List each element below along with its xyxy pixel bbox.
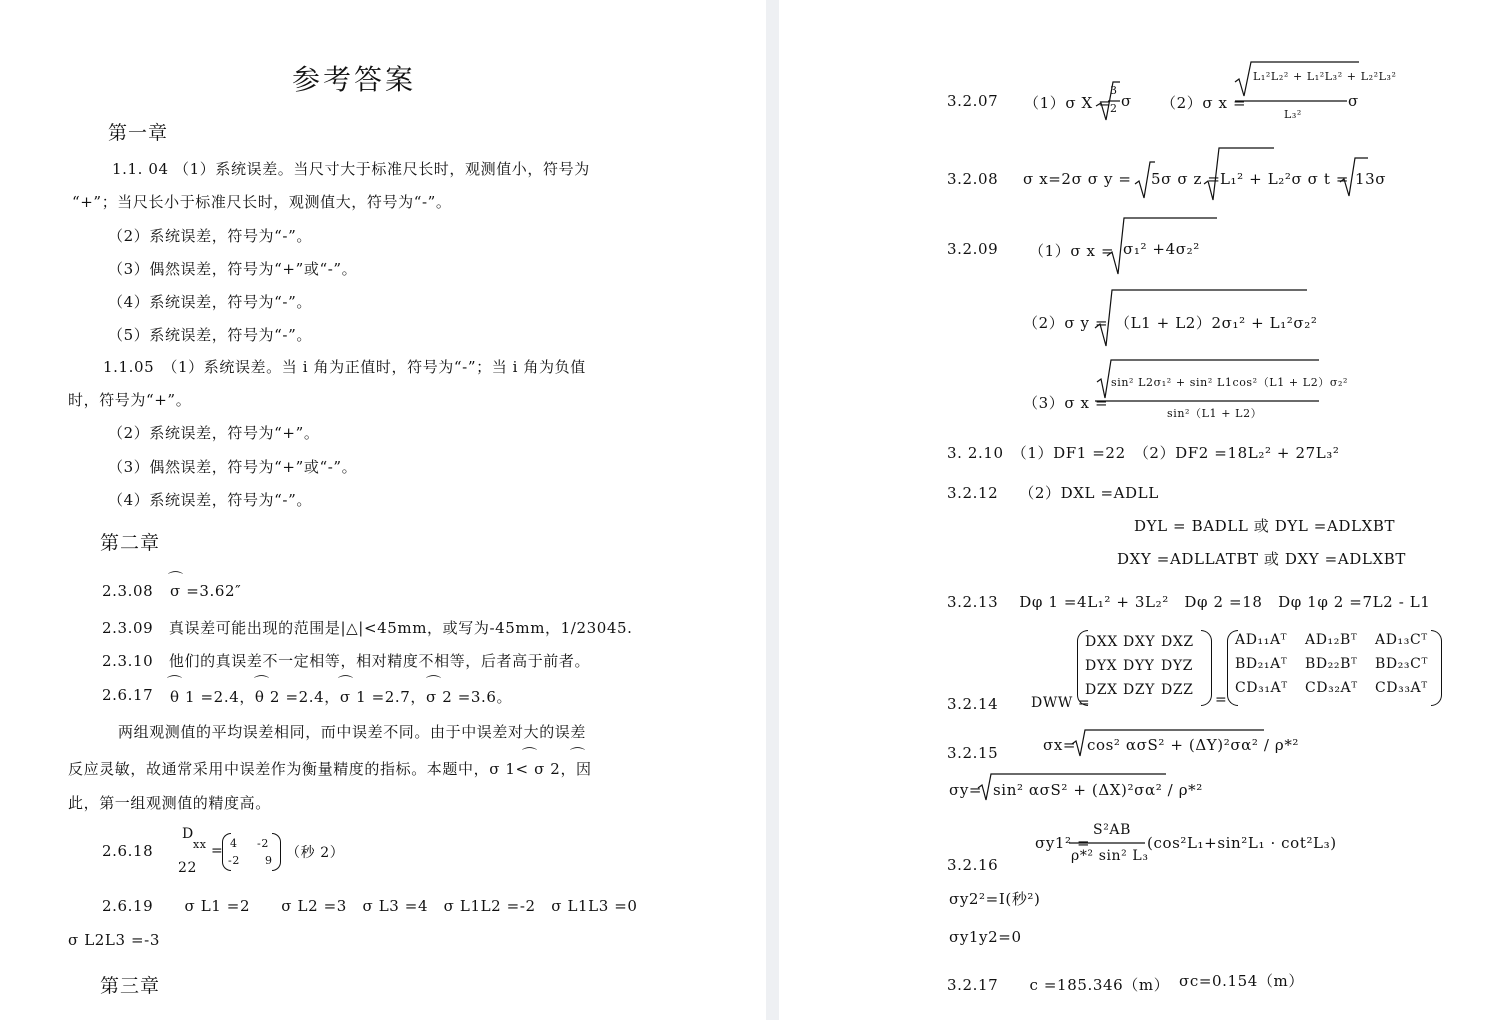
answer-2-6-18-22: 22 [178,860,198,876]
fraction-numerator: 3 [1110,84,1118,97]
chapter-2-heading: 第二章 [100,532,161,554]
answer-3-2-16-lhs: σy1² = [1035,834,1091,852]
paragraph-line2: 反应灵敏，故通常采用中误差作为衡量精度的指标。本题中，σ 1< σ 2，因 [68,760,592,778]
matrix-cell: BD₂₂Bᵀ [1305,656,1358,672]
matrix-cell: 4 [230,837,238,850]
answer-1-1-04-line2: “+”；当尺长小于标准尺长时，观测值大，符号为“-”。 [72,193,452,211]
chapter-3-heading: 第三章 [100,975,161,997]
answer-2-3-09: 2.3.09 真误差可能出现的范围是|△|<45mm，或写为-45mm，1/23045. [102,619,633,637]
answer-3-2-09-part3: （3）σ x = [1023,394,1109,412]
answer-3-2-09-part2: （2）σ y = [1023,314,1109,332]
answer-3-2-16-line3: σy1y2=0 [949,928,1022,946]
answer-3-2-16-number: 3.2.16 [947,856,999,874]
matrix-cell: DZZ [1161,682,1194,698]
answer-3-2-12-line2: DYL = BADLL 或 DYL =ADLXBT [1134,517,1396,535]
hat-accent: ⌒ [168,570,184,588]
matrix-cell: CD₃₃Aᵀ [1375,680,1428,696]
fraction-bar [1095,400,1319,402]
matrix-cell: DZX [1085,682,1118,698]
matrix-cell: CD₃₂Aᵀ [1305,680,1358,696]
matrix-cell: DYX [1085,658,1118,674]
fraction-denominator: sin²（L1 + L2） [1167,407,1263,420]
answer-1-1-05-item3: （3）偶然误差，符号为“+”或“-”。 [108,458,358,476]
fraction-denominator: L₃² [1284,108,1302,121]
answer-2-6-19-line2: σ L2L3 =-3 [68,931,160,949]
answer-2-3-08-value: σ =3.62″ [170,582,242,600]
radicand: sin² ασS² + (ΔX)²σα² / ρ*² [993,781,1203,799]
matrix-cell: DYZ [1161,658,1193,674]
answer-3-2-16-rest: (cos²L₁+sin²L₁ · cot²L₃) [1147,834,1337,852]
matrix-cell: -2 [228,854,240,867]
page-title: 参考答案 [292,63,417,96]
answer-3-2-14-number: 3.2.14 [947,695,999,713]
matrix-cell: AD₁₂Bᵀ [1305,632,1358,648]
radicand: σ₁² +4σ₂² [1123,240,1200,258]
answer-1-1-04-item3: （3）偶然误差，符号为“+”或“-”。 [108,260,358,278]
radicand: 5σ σ z = [1151,170,1221,188]
matrix-right-paren [272,833,281,871]
fraction-bar [1069,842,1145,844]
fraction-denominator: 2 [1110,102,1118,115]
answer-2-6-18-sub: xx [193,838,207,851]
paragraph-line1: 两组观测值的平均误差相同，而中误差不同。由于中误差对大的误差 [118,723,587,741]
answer-1-1-05-item4: （4）系统误差，符号为“-”。 [108,491,312,509]
answer-2-3-08-number: 2.3.08 [102,582,154,600]
answer-1-1-04-item5: （5）系统误差，符号为“-”。 [108,326,312,344]
hat-accent: ⌒ [570,746,586,764]
chapter-1-heading: 第一章 [108,122,169,144]
radicand: 13σ [1355,170,1387,188]
answer-3-2-07-part2: （2）σ x = [1161,94,1247,112]
matrix-right-paren [1431,630,1442,706]
answer-2-3-10: 2.3.10 他们的真误差不一定相等，相对精度不相等，后者高于前者。 [102,652,591,670]
answer-3-2-13: 3.2.13 Dφ 1 =4L₁² + 3L₂² Dφ 2 =18 Dφ 1φ 2 =7L2 - L1 [947,593,1431,611]
answer-3-2-08-number: 3.2.08 [947,170,999,188]
answer-3-2-15-sy: σy= [949,781,983,799]
fraction-denominator: ρ*² sin² L₃ [1071,848,1149,864]
matrix-cell: -2 [257,837,269,850]
answer-3-2-15-number: 3.2.15 [947,744,999,762]
answer-1-1-04-item2: （2）系统误差，符号为“-”。 [108,227,312,245]
matrix-cell: BD₂₃Cᵀ [1375,656,1428,672]
answer-2-6-18-number: 2.6.18 [102,842,154,860]
fraction-bar [1235,100,1347,102]
radicand: L₁² + L₂²σ σ t = [1220,170,1350,188]
hat-accent: ⌒ [522,746,538,764]
answer-3-2-08-part-a: σ x=2σ σ y = [1023,170,1132,188]
answer-2-6-17-value: θ 1 =2.4，θ 2 =2.4，σ 1 =2.7，σ 2 =3.6。 [170,688,513,706]
answer-2-6-18-D: D [182,826,194,842]
answer-2-6-18-unit: （秒 2） [286,845,345,861]
answer-3-2-14-dww: DWW = [1031,695,1091,711]
matrix-cell: CD₃₁Aᵀ [1235,680,1288,696]
hat-accent: ⌒ [426,674,442,692]
answer-3-2-09-part1: （1）σ x = [1029,242,1115,260]
answer-1-1-04-line1: 1.1. 04 （1）系统误差。当尺寸大于标准尺长时，观测值小，符号为 [112,160,590,178]
radicand: L₁²L₂² + L₁²L₃² + L₂²L₃² [1253,70,1397,83]
answer-3-2-14-eq: = [1215,692,1228,708]
hat-accent: ⌒ [254,674,270,692]
sigma-symbol: σ [1121,92,1132,110]
radicand: （L1 + L2）2σ₁² + L₁²σ₂² [1115,314,1318,332]
right-page [779,0,1505,1020]
answer-3-2-07-part1: （1）σ X = [1024,94,1112,112]
answer-3-2-15-sx: σx= [1043,736,1077,754]
answer-3-2-10: 3. 2.10 （1）DF1 =22 （2）DF2 =18L₂² + 27L₃² [947,444,1340,462]
answer-3-2-12: 3.2.12 （2）DXL =ADLL [947,484,1159,502]
answer-2-6-18-eq: = [211,843,224,859]
answer-2-6-19-line1: 2.6.19 σ L1 =2 σ L2 =3 σ L3 =4 σ L1L2 =-2 σ L1L3 =0 [102,897,638,915]
matrix-cell: DZY [1123,682,1155,698]
radicand: cos² ασS² + (ΔY)²σα² / ρ*² [1087,736,1300,754]
answer-3-2-16-line2: σy2²=I(秒²) [949,890,1041,908]
answer-1-1-05-line1: 1.1.05 （1）系统误差。当 i 角为正值时，符号为“-”；当 i 角为负值 [103,358,586,376]
matrix-cell: DYY [1123,658,1155,674]
answer-2-6-17-number: 2.6.17 [102,686,154,704]
matrix-cell: AD₁₁Aᵀ [1235,632,1288,648]
fraction-numerator: S²AB [1093,822,1132,838]
hat-accent: ⌒ [167,674,183,692]
answer-3-2-09-number: 3.2.09 [947,240,999,258]
matrix-cell: DXX [1085,634,1118,650]
paragraph-line3: 此，第一组观测值的精度高。 [68,794,271,812]
matrix-right-paren [1201,630,1212,706]
answer-1-1-04-item4: （4）系统误差，符号为“-”。 [108,293,312,311]
matrix-cell: DXZ [1161,634,1194,650]
matrix-cell: AD₁₃Cᵀ [1375,632,1428,648]
answer-3-2-17: 3.2.17 c =185.346（m） [947,976,1170,994]
answer-3-2-17-sigma-c: σc=0.154（m） [1179,972,1304,990]
answer-3-2-12-line3: DXY =ADLLATBT 或 DXY =ADLXBT [1117,550,1406,568]
matrix-cell: BD₂₁Aᵀ [1235,656,1288,672]
radicand: sin² L2σ₁² + sin² L1cos²（L1 + L2）σ₂² [1111,376,1349,389]
answer-1-1-05-line2: 时，符号为“+”。 [68,391,192,409]
answer-3-2-07-number: 3.2.07 [947,92,999,110]
matrix-cell: DXY [1123,634,1156,650]
hat-accent: ⌒ [338,674,354,692]
matrix-cell: 9 [265,854,273,867]
sigma-symbol: σ [1348,92,1359,110]
answer-1-1-05-item2: （2）系统误差，符号为“+”。 [108,424,320,442]
fraction-bar [1108,100,1120,102]
